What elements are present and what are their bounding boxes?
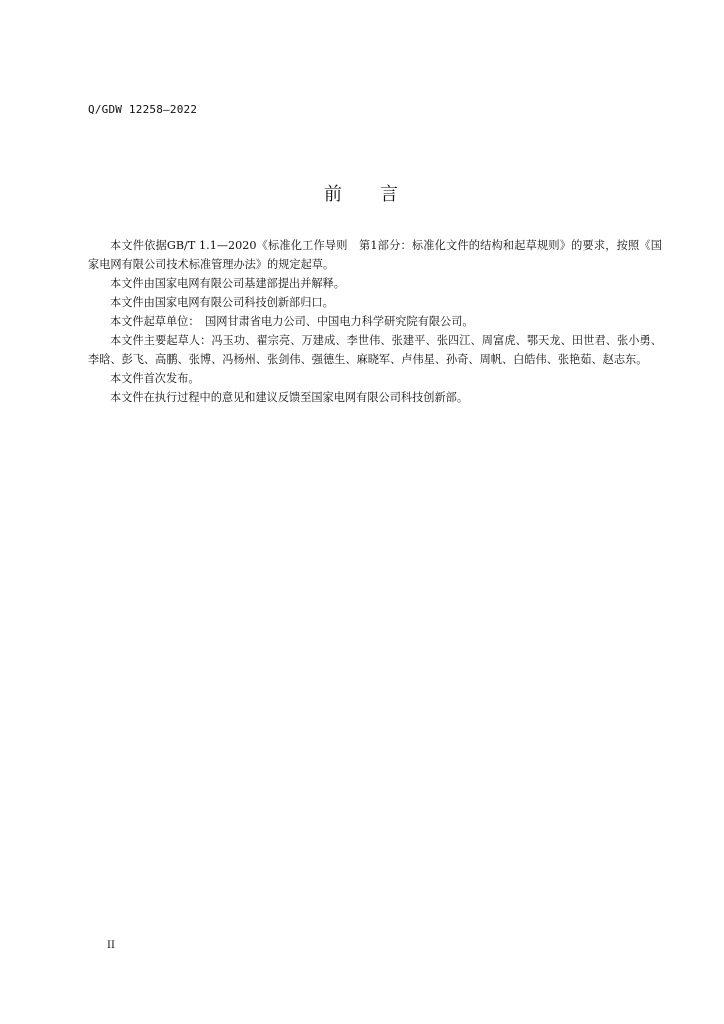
page-title (0, 180, 724, 206)
paragraph-basis: 本文件依据GB/T 1.1—2020《标准化工作导则 第1部分：标准化文件的结构和起草规则》的要求，按照《国家电网有限公司技术标准管理办法》的规定起草。 (88, 239, 662, 271)
paragraph-first-release: 本文件首次发布。 (110, 372, 200, 385)
paragraph-feedback: 本文件在执行过程中的意见和建议反馈至国家电网有限公司科技创新部。 (110, 391, 469, 404)
paragraph-drafting-units: 本文件起草单位： 国网甘肃省电力公司、中国电力科学研究院有限公司。 (110, 315, 474, 328)
foreword-body (88, 236, 662, 407)
paragraph-proposer: 本文件由国家电网有限公司基建部提出并解释。 (110, 277, 345, 290)
title-char-2: 言 (380, 184, 400, 205)
standard-code: Q/GDW 12258—2022 (88, 103, 198, 116)
title-char-1: 前 (324, 184, 344, 205)
paragraph-drafters: 本文件主要起草人：冯玉功、翟宗亮、万建成、李世伟、张建平、张四江、周富虎、鄂天龙、田世君、张小勇、李晗、彭飞、高鹏、张博、冯杨州、张剑伟、强德生、麻晓军、卢伟星、孙奇、周帆、白皓伟、张艳茹、赵志东。 (88, 334, 662, 366)
paragraph-administrator: 本文件由国家电网有限公司科技创新部归口。 (110, 296, 334, 309)
page-number: II (107, 940, 115, 951)
